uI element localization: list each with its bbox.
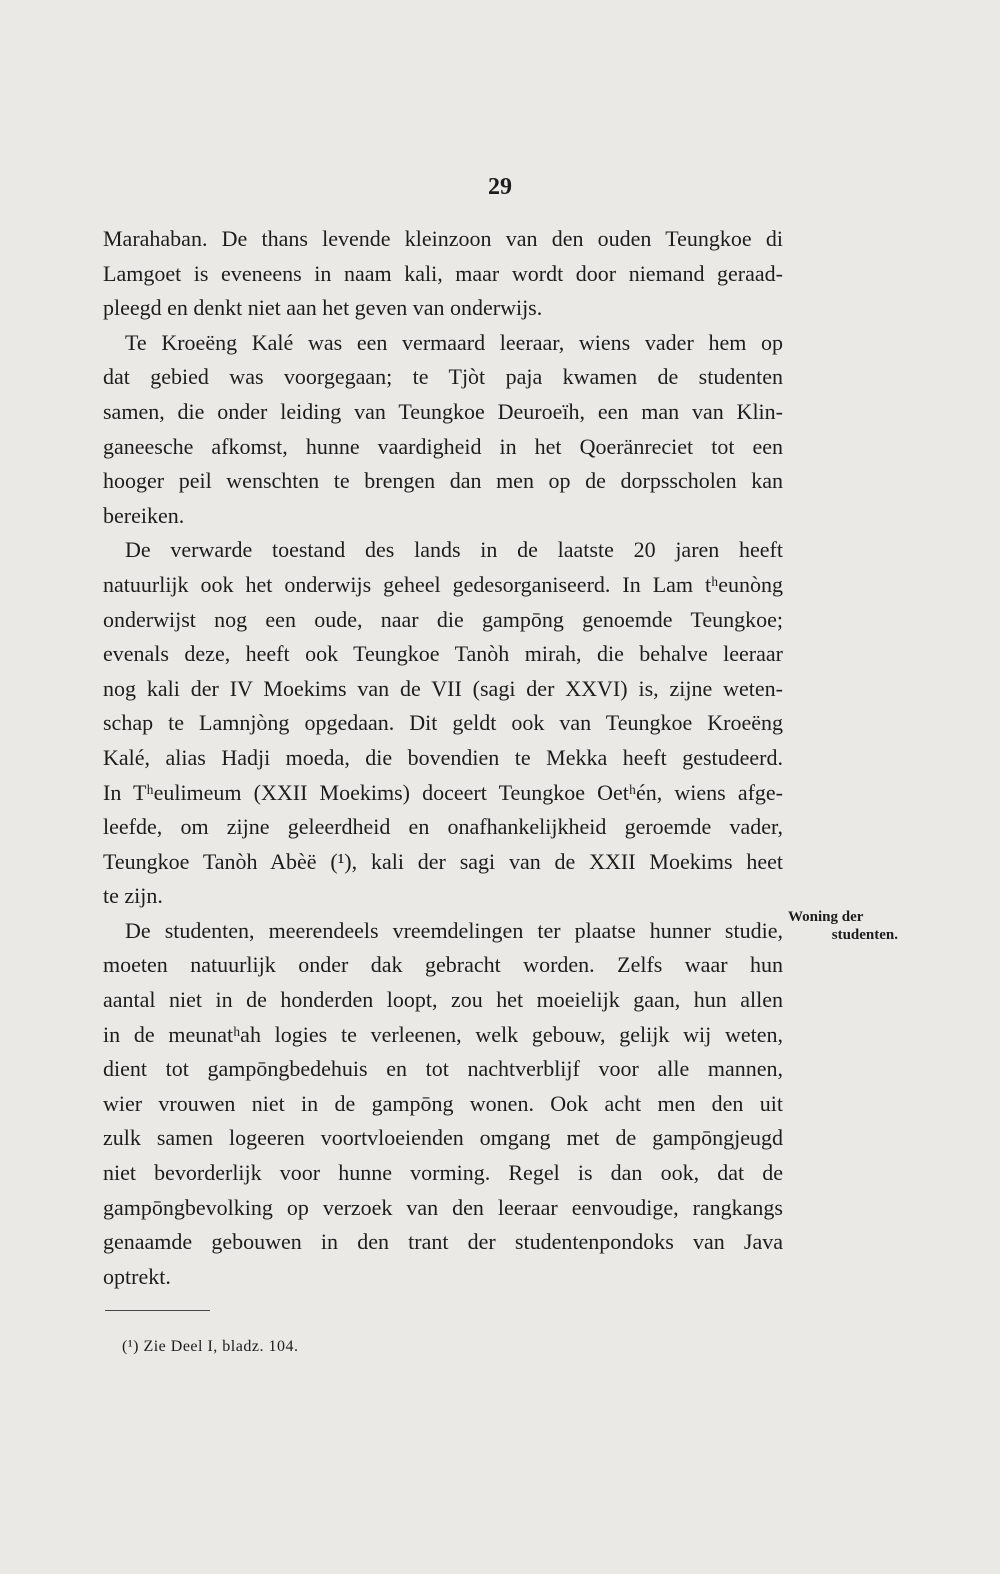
text-line: nog kali der IV Moekims van de VII (sagi der XXVI) is, zijne weten-: [103, 675, 783, 701]
text-line: dat gebied was voorgegaan; te Tjòt paja kwamen de studenten: [103, 364, 783, 390]
text-line: Lamgoet is eveneens in naam kali, maar wordt door niemand geraad-: [103, 260, 783, 286]
text-line: pleegd en denkt niet aan het geven van onderwijs.: [103, 295, 543, 321]
text-line: Kalé, alias Hadji moeda, die bovendien te Mekka heeft gestudeerd.: [103, 744, 783, 770]
text-line: niet bevorderlijk voor hunne vorming. Regel is dan ook, dat de: [103, 1160, 783, 1186]
text-line: hooger peil wenschten te brengen dan men op de dorpsscholen kan: [103, 468, 783, 494]
text-line: zulk samen logeeren voortvloeienden omgang met de gampōngjeugd: [103, 1125, 783, 1151]
text-line: in de meunatʰah logies te verleenen, welk gebouw, gelijk wij weten,: [103, 1021, 783, 1047]
text-line: wier vrouwen niet in de gampōng wonen. Ook acht men den uit: [103, 1090, 783, 1116]
page-number: 29: [488, 174, 512, 200]
text-line: De verwarde toestand des lands in de laatste 20 jaren heeft: [125, 537, 783, 563]
text-line: dient tot gampōngbedehuis en tot nachtverblijf voor alle mannen,: [103, 1056, 783, 1082]
margin-note: [788, 908, 898, 944]
text-line: onderwijst nog een oude, naar die gampōng genoemde Teungkoe;: [103, 606, 783, 632]
body-text: [103, 222, 783, 1294]
text-line: te zijn.: [103, 883, 163, 909]
text-line: leefde, om zijne geleerdheid en onafhankelijkheid geroemde vader,: [103, 814, 783, 840]
text-line: Teungkoe Tanòh Abèë (¹), kali der sagi van de XXII Moekims heet: [103, 848, 783, 874]
text-line: In Tʰeulimeum (XXII Moekims) doceert Teungkoe Oetʰén, wiens afge-: [103, 779, 783, 805]
margin-note-line: Woning der: [788, 909, 864, 925]
text-line: natuurlijk ook het onderwijs geheel gedesorganiseerd. In Lam tʰeunòng: [103, 571, 783, 597]
margin-note-line: studenten.: [831, 927, 898, 943]
text-line: Te Kroeëng Kalé was een vermaard leeraar, wiens vader hem op: [125, 329, 783, 355]
text-line: schap te Lamnjòng opgedaan. Dit geldt ook van Teungkoe Kroeëng: [103, 710, 783, 736]
text-line: Marahaban. De thans levende kleinzoon van den ouden Teungkoe di: [103, 226, 783, 251]
text-line: ganeesche afkomst, hunne vaardigheid in het Qoeränreciet tot een: [103, 433, 783, 459]
text-line: aantal niet in de honderden loopt, zou het moeielijk gaan, hun allen: [103, 987, 783, 1013]
text-line: optrekt.: [103, 1263, 171, 1289]
text-line: bereiken.: [103, 502, 185, 528]
footnote: (¹) Zie Deel I, bladz. 104.: [122, 1338, 299, 1355]
text-line: moeten natuurlijk onder dak gebracht worden. Zelfs waar hun: [103, 952, 783, 978]
text-line: gampōngbevolking op verzoek van den leeraar eenvoudige, rangkangs: [103, 1194, 783, 1220]
footnote-rule: [105, 1310, 210, 1311]
text-line: samen, die onder leiding van Teungkoe Deuroeïh, een man van Klin-: [103, 398, 783, 424]
text-line: De studenten, meerendeels vreemdelingen ter plaatse hunner studie,: [125, 917, 783, 943]
text-line: evenals deze, heeft ook Teungkoe Tanòh mirah, die behalve leeraar: [103, 641, 783, 667]
text-line: genaamde gebouwen in den trant der studentenpondoks van Java: [103, 1229, 783, 1255]
